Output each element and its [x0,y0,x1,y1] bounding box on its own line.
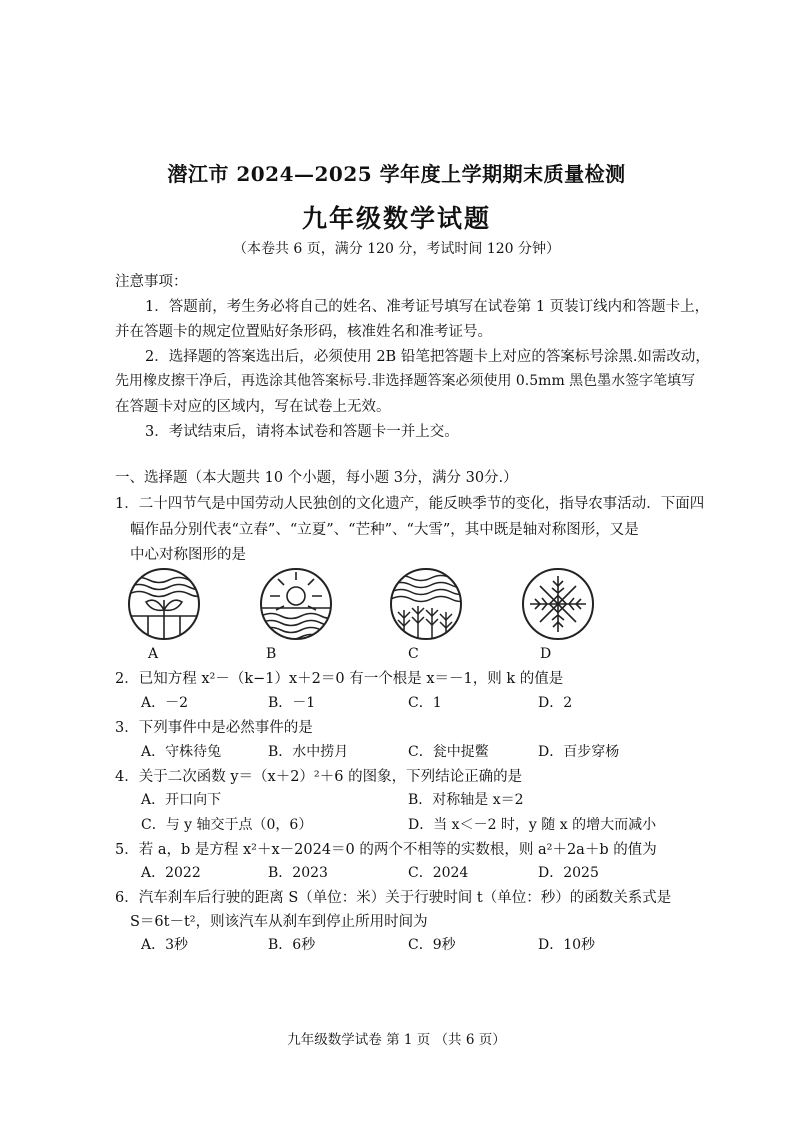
exam-subtitle: 九年级数学试题 [301,204,491,233]
q6-option-b: B．6秒 [268,937,316,953]
q3-option-d: D．百步穿杨 [538,744,620,760]
q5-option-a: A．2022 [141,865,201,881]
q1-stem-line: 幅作品分别代表“立春”、“立夏”、“芒种”、“大雪”，其中既是轴对称图形，又是 [130,522,639,538]
q6-option-d: D．10秒 [538,937,596,953]
notice-heading: 注意事项： [115,274,188,290]
mangzhong-grain-icon [388,566,464,642]
section-heading: 一、选择题（本大题共 10 个小题，每小题 3分，满分 30分.） [115,470,518,486]
notice-line: 1．答题前，考生务必将自己的姓名、准考证号填写在试卷第 1 页装订线内和答题卡上， [145,299,710,315]
figure-label: A [148,646,159,662]
notice-line: 并在答题卡的规定位置贴好条形码，核准姓名和准考证号。 [115,324,492,340]
q2-stem: 2．已知方程 x²－（k−1）x＋2＝0 有一个根是 x＝－1，则 k 的值是 [115,671,564,687]
q5-stem: 5．若 a，b 是方程 x²＋x－2024＝0 的两个不相等的实数根，则 a²＋2a＋b 的值为 [115,842,657,858]
q4-option-b: B．对称轴是 x＝2 [408,792,524,808]
q6-stem-line: 6．汽车刹车后行驶的距离 S（单位：米）关于行驶时间 t（单位：秒）的函数关系式是 [115,890,672,906]
q2-option-a: A．－2 [141,695,189,711]
figure-label: D [540,646,552,662]
q4-option-d: D．当 x＜－2 时，y 随 x 的增大而减小 [408,817,657,833]
q3-option-a: A．守株待兔 [141,744,222,760]
lixia-sun-icon [258,566,334,642]
figure-label: C [408,646,419,662]
page-footer: 九年级数学试卷 第 1 页 （共 6 页） [287,1032,506,1048]
notice-line: 在答题卡对应的区域内，写在试卷上无效。 [115,399,391,415]
q2-option-b: B．－1 [268,695,316,711]
lichun-sprout-icon [126,566,202,642]
q4-stem: 4．关于二次函数 y＝（x＋2）²＋6 的图象，下列结论正确的是 [115,769,523,785]
q6-option-c: C．9秒 [408,937,456,953]
q4-option-a: A．开口向下 [141,792,222,808]
q3-stem: 3．下列事件中是必然事件的是 [115,720,313,736]
q5-option-b: B．2023 [268,865,328,881]
q6-stem-line: S＝6t－t²，则该汽车从刹车到停止所用时间为 [130,914,428,930]
exam-note: （本卷共 6 页，满分 120 分，考试时间 120 分钟） [232,241,561,257]
q2-option-d: D．2 [538,695,573,711]
notice-line: 3．考试结束后，请将本试卷和答题卡一并上交。 [145,424,459,440]
figure-label: B [266,646,277,662]
notice-line: 2．选择题的答案选出后，必须使用 2B 铅笔把答题卡上对应的答案标号涂黑.如需改动， [145,349,710,365]
q5-option-c: C．2024 [408,865,469,881]
q3-option-c: C．瓮中捉鳖 [408,744,489,760]
notice-line: 先用橡皮擦干净后，再选涂其他答案标号.非选择题答案必须使用 0.5mm 黑色墨水签字笔填写 [115,373,696,389]
q1-stem-line: 中心对称图形的是 [130,547,246,563]
q3-option-b: B．水中捞月 [268,744,349,760]
q5-option-d: D．2025 [538,865,599,881]
q6-option-a: A．3秒 [141,937,189,953]
q1-stem-line: 1．二十四节气是中国劳动人民独创的文化遗产，能反映季节的变化，指导农事活动．下面四 [115,496,705,512]
exam-title: 潜江市 2024—2025 学年度上学期期末质量检测 [167,162,626,186]
q2-option-c: C．1 [408,695,442,711]
daxue-snowflake-icon [520,566,596,642]
q4-option-c: C．与 y 轴交于点（0，6） [141,817,313,833]
